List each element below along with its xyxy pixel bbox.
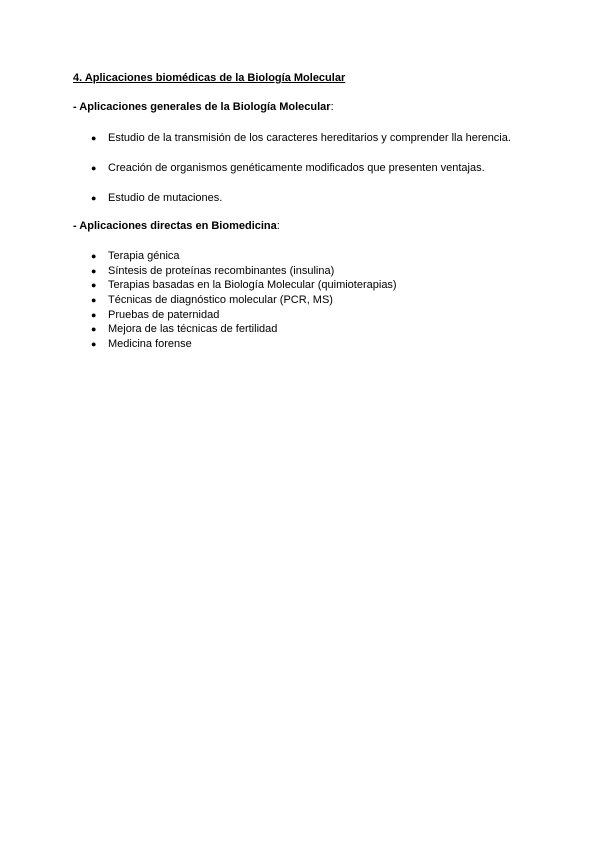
direct-applications-label: - Aplicaciones directas en Biomedicina: [73, 220, 277, 232]
list-item: [91, 191, 511, 205]
list-item-text: Terapia génica: [108, 250, 180, 262]
bullet-icon: ●: [91, 309, 97, 320]
bullet-icon: ●: [91, 265, 97, 276]
list-item: [91, 249, 397, 264]
list-item: [91, 278, 397, 293]
bullet-icon: ●: [91, 295, 97, 306]
list-item: [91, 131, 511, 145]
bullet-icon: ●: [91, 324, 97, 335]
list-item-text: Estudio de la transmisión de los caracteres hereditarios y comprender lla herencia.: [108, 132, 511, 144]
list-item: [91, 161, 511, 175]
list-item-text: Terapias basadas en la Biología Molecular (quimioterapias): [108, 279, 397, 292]
bullet-icon: ●: [91, 133, 97, 143]
list-item-text: Pruebas de paternidad: [108, 308, 220, 321]
direct-applications-heading: [73, 219, 280, 233]
bullet-icon: ●: [91, 251, 97, 261]
general-applications-list: [91, 131, 511, 221]
general-applications-heading: [73, 100, 334, 114]
list-item: [91, 293, 397, 308]
list-item-text: Medicina forense: [108, 338, 192, 351]
bullet-icon: ●: [91, 163, 97, 173]
list-item: [91, 308, 397, 323]
list-item-text: Síntesis de proteínas recombinantes (insulina): [108, 264, 335, 277]
bullet-icon: ●: [91, 280, 97, 291]
general-applications-colon: :: [330, 101, 334, 113]
bullet-icon: ●: [91, 339, 97, 350]
list-item: [91, 264, 397, 279]
direct-applications-list: [91, 249, 397, 352]
list-item: [91, 337, 397, 352]
list-item-text: Mejora de las técnicas de fertilidad: [108, 323, 278, 336]
direct-applications-colon: :: [276, 220, 280, 232]
list-item-text: Estudio de mutaciones.: [108, 192, 223, 204]
section-heading: 4. Aplicaciones biomédicas de la Biología Molecular: [73, 72, 346, 84]
general-applications-label: - Aplicaciones generales de la Biología Molecular: [73, 101, 331, 113]
list-item: [91, 322, 397, 337]
bullet-icon: ●: [91, 193, 97, 203]
list-item-text: Creación de organismos genéticamente modificados que presenten ventajas.: [108, 162, 485, 174]
list-item-text: Técnicas de diagnóstico molecular (PCR, MS): [108, 294, 333, 307]
